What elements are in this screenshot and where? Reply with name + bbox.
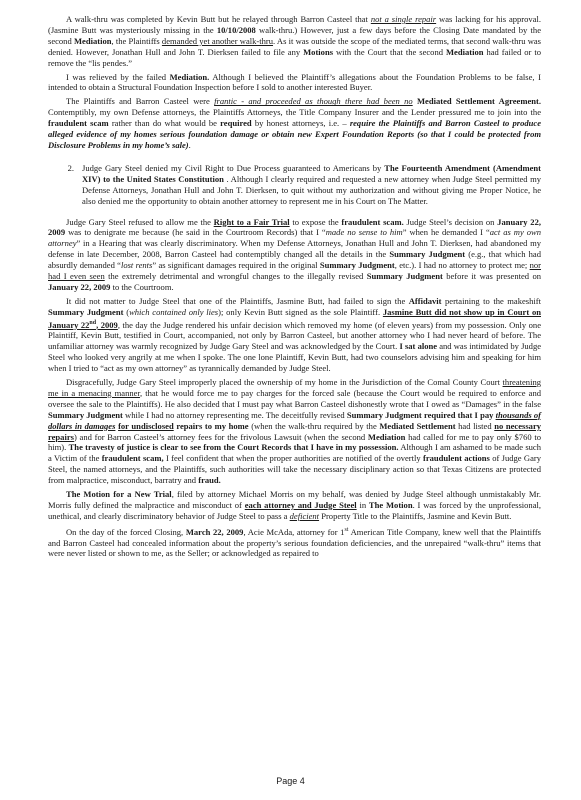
text-run: It did not matter to Judge Steel that one of the Plaintiffs, Jasmine Butt, had failed to sign the bbox=[66, 295, 409, 306]
text-run: in bbox=[356, 500, 369, 510]
text-run: while I had no attorney representing me. The deceitfully revised bbox=[122, 409, 347, 420]
text-run: not a single repair bbox=[370, 14, 437, 24]
text-run: The travesty of justice is clear to see from the Court Records that I have in my possession. bbox=[68, 442, 399, 453]
paragraph-fair-trial bbox=[48, 217, 541, 293]
text-run: Mediation. bbox=[169, 71, 210, 82]
text-run: Disgracefully, Judge Gary Steel improperly placed the ownership of my home in the Jurisdiction of the Comal County Court bbox=[66, 377, 503, 388]
text-run: Summary Judgment required that I pay bbox=[346, 409, 494, 420]
text-run: American Title Company, knew well that the Plaintiffs and Barron Casteel had concealed information about the property’s serious foundation deficiencies, and the unrepaired “walk-thru” items that were never listed or shown to me, as the Seller; or acknowledged as repaired to bbox=[48, 526, 541, 559]
text-run: A walk-thru was completed by Kevin Butt but he relayed through Barron Casteel that bbox=[66, 14, 371, 24]
text-run: for undisclosed bbox=[118, 420, 174, 431]
text-run: , etc.). I had no attorney to protect me; bbox=[394, 260, 530, 271]
text-run: by honest attorneys, i.e. – bbox=[251, 118, 350, 129]
text-run: Summary Judgment bbox=[319, 260, 395, 271]
text-run: st bbox=[344, 526, 349, 533]
text-run: I was relieved by the failed bbox=[66, 71, 170, 82]
numbered-item-2 bbox=[48, 163, 541, 207]
text-run: walk-thru.) However, just a few days before the Closing Date mandated by the second bbox=[48, 24, 541, 46]
text-run: Although I am ashamed to be made such a Victim of the bbox=[48, 442, 541, 464]
text-run: lost rents bbox=[120, 260, 153, 271]
text-run: ” when he demanded I “ bbox=[402, 227, 490, 238]
text-run: ” as significant damages required in the original bbox=[152, 260, 320, 271]
text-run: , Acie McAda, attorney for 1 bbox=[243, 526, 345, 537]
text-run: Summary Judgment bbox=[48, 306, 124, 317]
text-run: The Fourteenth Amendment (Amendment XIV) to the United States Constitution bbox=[82, 162, 541, 184]
text-run: fraudulent scam. bbox=[341, 216, 404, 227]
text-run: , the Plaintiffs bbox=[111, 35, 162, 46]
text-run: Affidavit bbox=[408, 295, 442, 306]
text-run: Judge Gary Steel denied my Civil Right to Due Process guaranteed to Americans by bbox=[82, 162, 385, 173]
text-run: Judge Steel’s decision on bbox=[403, 216, 498, 227]
text-run: to expose the bbox=[289, 216, 342, 227]
text-run: Summary Judgment bbox=[48, 409, 123, 420]
paragraph-item2 bbox=[82, 163, 541, 207]
text-run: Mediated Settlement bbox=[379, 420, 456, 431]
text-run: demanded yet another walk-thru bbox=[161, 35, 274, 46]
text-run: Summary Judgment bbox=[389, 249, 466, 260]
text-run: fraudulent scam bbox=[48, 118, 109, 129]
text-run: Summary Judgment bbox=[366, 271, 443, 282]
text-run: Jasmine Butt did not show up in Court on January 22 bbox=[48, 306, 541, 330]
text-run: to the Courtroom. bbox=[110, 281, 174, 292]
text-run: . I was forced by the unprofessional, unethical, and clearly discriminatory behavior of Judge Steel to pass a bbox=[48, 500, 542, 521]
text-run: Mediation bbox=[445, 46, 484, 57]
text-run: no necessary repairs bbox=[48, 420, 542, 442]
text-run: ); only Kevin Butt signed as the sole Plaintiff. bbox=[218, 306, 383, 317]
text-run: , filed by attorney Michael Morris on my behalf, was denied by Judge Steel although unmistakably Mr. Morris fully defined the malpractice and misconduct of bbox=[48, 489, 541, 510]
text-run: Property Title to the Plaintiffs, Jasmine and Kevin Butt. bbox=[319, 510, 512, 521]
text-run: had listed bbox=[455, 420, 495, 431]
text-run: The Plaintiffs and Barron Casteel were bbox=[66, 96, 215, 107]
text-run: January 22, 2009 bbox=[48, 281, 111, 292]
text-run: the extremely detrimental and wrongful changes to the illegally revised bbox=[104, 271, 367, 282]
paragraph-new-trial bbox=[48, 489, 541, 522]
text-run: Although I believed the Plaintiff’s allegations about the Foundation Problems to be false, I intended to obtain a Structural Foundation Inspection before I sold to another interested Buyer. bbox=[48, 71, 541, 93]
page-number: Page 4 bbox=[276, 776, 305, 786]
text-run: . Although I clearly required and requested a new attorney when Judge Steel permitted my Defense Attorneys, Jonathan Hull and John T. Dierksen, to quit without my authorization and without giving me Proper Notice, he also denied me the opportunity to obtain another attorney to represent me in his Court on The Matter. bbox=[82, 173, 541, 206]
text-run: before it was presented on bbox=[442, 271, 541, 282]
text-run: (when the walk-thru required by the bbox=[248, 420, 380, 431]
paragraph-walkthru bbox=[48, 14, 541, 69]
text-run: , that he would force me to pay charges for the forced sale (because the Court would be required to enforce and oversee the sale to the Plaintiffs). He also decided that I must pay what Barron Casteel dishonestly wrote that I owed as “Damages” in the false bbox=[48, 387, 541, 409]
paragraph-relieved bbox=[48, 72, 541, 94]
text-run: fraudulent scam, bbox=[101, 453, 164, 464]
text-run: with the Court that the second bbox=[333, 46, 446, 57]
text-run: thousands of dollars in damages bbox=[48, 409, 541, 431]
text-run: , 2009 bbox=[96, 319, 118, 330]
text-run: threatening me in a menacing manner bbox=[48, 377, 541, 398]
text-run: I sat alone bbox=[399, 341, 438, 352]
text-run: Mediated Settlement Agreement. bbox=[416, 96, 541, 107]
text-run: was to denigrate me because (he said in the Courtroom Records) that I “ bbox=[65, 227, 326, 238]
text-run: rather than do what would be bbox=[108, 118, 221, 129]
text-run: was lacking for his approval. (Jasmine Butt was mysteriously missing in the bbox=[48, 14, 541, 35]
text-run: I feel confident that when the proper authorities are notified of the overtly bbox=[163, 453, 423, 464]
text-run: . As it was outside the scope of the mediated terms, that second walk-thru was denied. However, Jonathan Hull and John T. Dierksen failed to file any bbox=[48, 35, 542, 57]
paragraph-disgracefully bbox=[48, 377, 541, 486]
text-run: . bbox=[188, 139, 191, 150]
paragraph-frantic bbox=[48, 96, 541, 151]
text-run: The Motion for a New Trial bbox=[66, 489, 172, 500]
text-run: Mediation bbox=[73, 35, 112, 46]
text-run: ) and for Barron Casteel’s attorney fees for the frivolous Lawsuit (when the second bbox=[73, 431, 368, 442]
text-run: Judge Gary Steel refused to allow me the bbox=[66, 216, 214, 227]
text-run: , the day the Judge rendered his unfair decision which removed my home (of eleven years) from my possession. Only one Plaintiff, Kevin Butt, testified in Court, accompanied, not only by Barron Casteel, but another attorney who I had never heard of before. The unfamiliar attorney was warmly recognized by Judge Gary Steel and was acknowledged by the Court. bbox=[48, 319, 541, 352]
text-run: frantic - and proceeded as though there had been no bbox=[214, 96, 413, 107]
text-run: ( bbox=[123, 306, 130, 317]
text-run: On the day of the forced Closing, bbox=[66, 526, 186, 537]
text-run: and was intimidated by Judge Steel who looked very angrily at me when I spoke. The one lone Plaintiff, Kevin Butt, had two counselors advising him and speaking for him when I tried to “act as my own attorney” as tyrannically demanded by Judge Steel. bbox=[48, 341, 542, 374]
text-run: March 22, 2009 bbox=[185, 526, 244, 537]
paragraph-closing bbox=[48, 525, 541, 560]
text-run: January 22, 2009 bbox=[48, 216, 541, 238]
text-run: Contemptibly, my own Defense attorneys, the Plaintiffs Attorneys, the Title Company Insurer and the Lender pressured me to join into the bbox=[48, 107, 541, 118]
text-run: Mediation bbox=[367, 431, 406, 442]
paragraph-affidavit bbox=[48, 296, 541, 374]
text-run: of Judge Gary Steel, the named attorneys, and the Plaintiffs, such authorities will take the necessary disciplinary action so that Texas Citizens are protected from malpractice, misconduct, barratry and bbox=[48, 453, 541, 486]
text-run: (e.g., that which had absurdly demanded “ bbox=[48, 249, 541, 271]
item-number: 2. bbox=[67, 162, 74, 173]
text-run: nd bbox=[89, 319, 97, 326]
text-run: pertaining to the makeshift bbox=[441, 295, 541, 306]
text-run: require the Plaintiffs and Barron Casteel to produce alleged evidence of my homes serious foundation damage or obtain new Expert Foundation Reports (so that I could be protected from Disclosure Problems in my home’s sale) bbox=[48, 118, 541, 150]
text-run: deficient bbox=[289, 510, 320, 521]
text-run: each attorney and Judge Steel bbox=[244, 500, 357, 510]
text-run: fraud. bbox=[198, 475, 221, 486]
text-run: ” in a Hearing that was clearly discriminatory. When my Defense Attorneys, Jonathan Hull and John T. Dierksen, had abandoned my defense in late December, 2008, Barron Casteel had contemptibly changed all the details in the bbox=[48, 238, 541, 260]
text-run: which contained only lies bbox=[129, 306, 219, 317]
text-run: Right to a Fair Trial bbox=[213, 216, 290, 227]
text-run: 10/10/2008 bbox=[216, 24, 256, 35]
text-run: repairs to my home bbox=[176, 420, 249, 431]
text-run: had called for me to pay only $760 to him). bbox=[48, 431, 541, 453]
text-run: The Motion bbox=[368, 500, 413, 510]
text-run: act as my own attorney bbox=[48, 227, 541, 249]
text-run: Motions bbox=[303, 46, 334, 57]
text-run: made no sense to him bbox=[325, 227, 403, 238]
text-run: fraudulent actions bbox=[422, 453, 490, 464]
text-run: nor had I even seen bbox=[48, 260, 541, 282]
text-run: required bbox=[220, 118, 252, 129]
text-run: had failed or to remove the “lis pendes.” bbox=[48, 46, 541, 68]
